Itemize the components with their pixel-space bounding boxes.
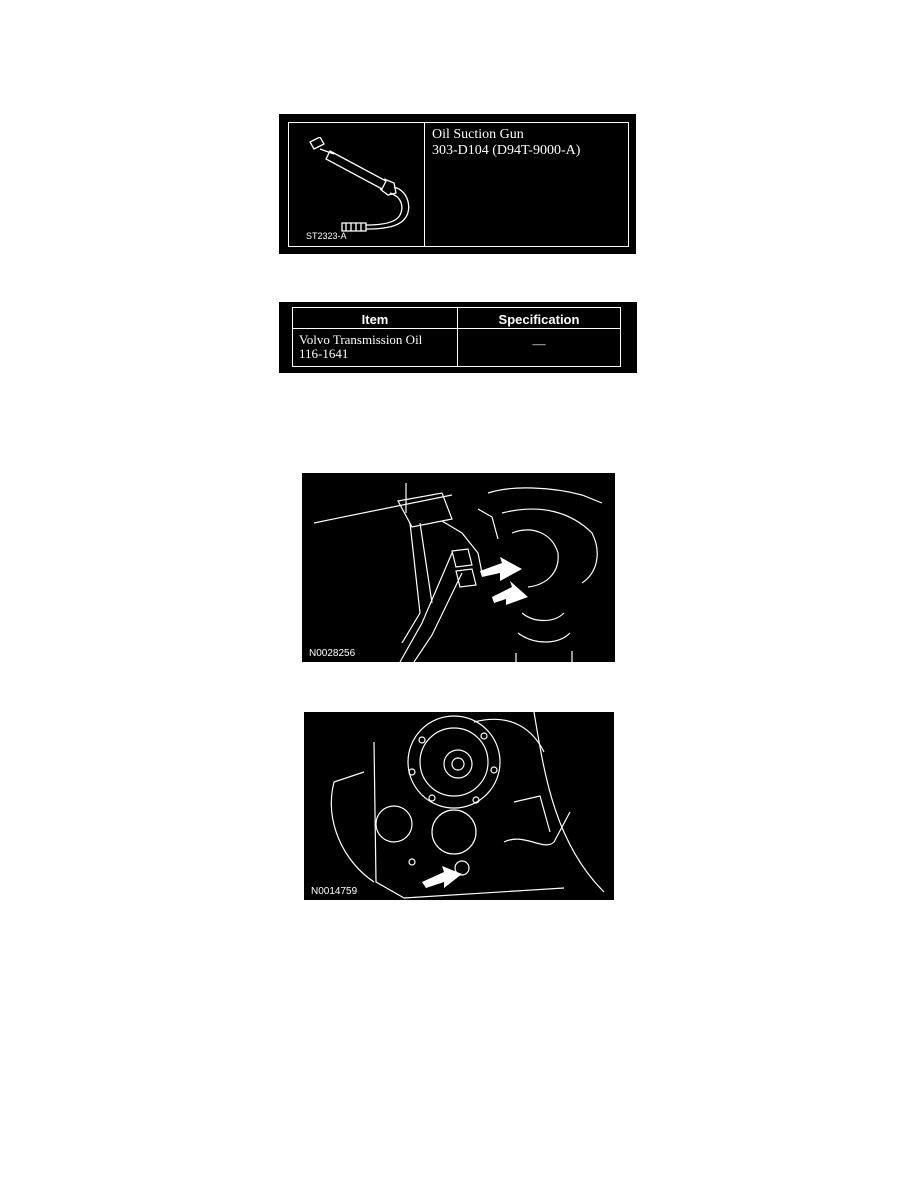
material-table	[279, 302, 637, 373]
column-header-specification: Specification	[498, 312, 580, 327]
tool-figure-id: ST2323-A	[306, 231, 347, 241]
oil-suction-gun-icon	[304, 137, 419, 232]
tool-divider	[424, 123, 425, 246]
special-tool-box	[279, 114, 636, 254]
figure-id: N0028256	[309, 648, 356, 659]
transmission-drain-plug-illustration	[304, 712, 614, 900]
column-header-item: Item	[361, 312, 389, 327]
tool-code: 303-D104 (D94T-9000-A)	[432, 143, 581, 158]
table-cell-specification: —	[532, 336, 546, 351]
figure-id: N0014759	[311, 886, 358, 897]
figure-connector	[302, 473, 615, 662]
figure-drain-plug	[304, 712, 614, 900]
transmission-connector-illustration	[302, 473, 615, 662]
material-table-frame	[292, 307, 621, 367]
table-header-divider	[293, 328, 620, 329]
tool-name: Oil Suction Gun	[432, 127, 524, 142]
table-cell-item-code: 116-1641	[299, 346, 349, 361]
table-cell-item-name: Volvo Transmission Oil	[299, 332, 423, 347]
special-tool-frame	[288, 122, 629, 247]
